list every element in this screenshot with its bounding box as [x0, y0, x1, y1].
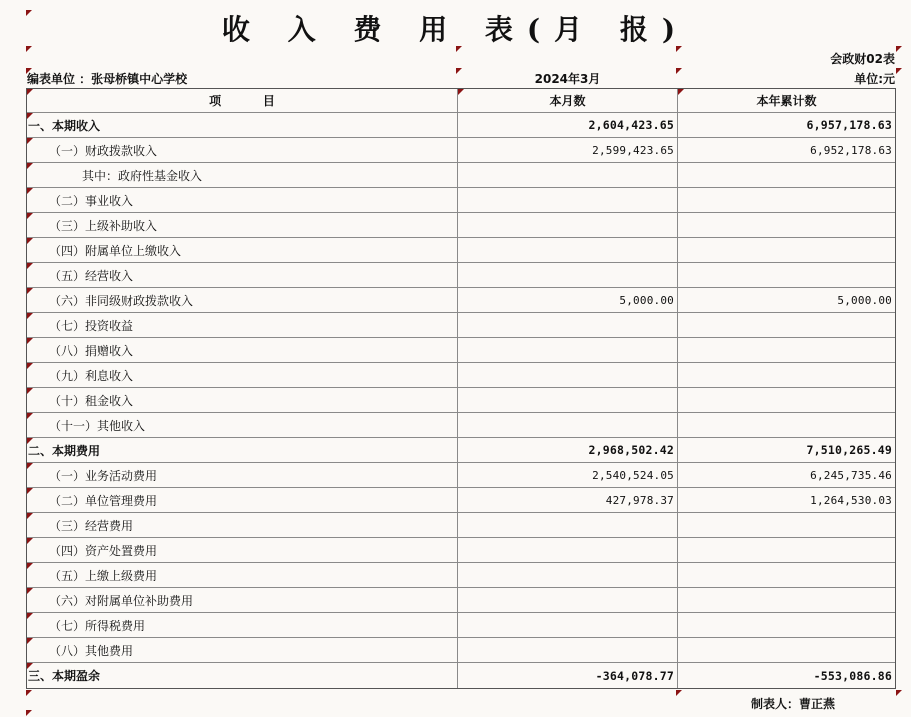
ytd-amount-cell[interactable]: [678, 463, 895, 487]
ytd-amount: 1,264,530.03: [810, 493, 892, 507]
row-label-cell[interactable]: [27, 138, 458, 162]
table-row: [27, 113, 895, 138]
comment-marker[interactable]: [27, 638, 33, 644]
ytd-amount-cell[interactable]: [678, 138, 895, 162]
header-cell-item[interactable]: [27, 89, 458, 112]
row-label: （五）经营收入: [49, 268, 134, 283]
table-row: [27, 213, 895, 238]
ytd-amount-cell[interactable]: [678, 313, 895, 337]
row-label: 二、本期费用: [28, 443, 101, 458]
table-body: [27, 113, 895, 688]
ytd-amount-cell[interactable]: [678, 263, 895, 287]
ytd-amount-cell[interactable]: [678, 363, 895, 387]
comment-marker[interactable]: [678, 89, 684, 95]
row-label: （七）投资收益: [49, 318, 134, 333]
ytd-amount-cell[interactable]: [678, 188, 895, 212]
form-code: 会政财02表: [830, 52, 895, 66]
row-label-cell[interactable]: [27, 263, 458, 287]
comment-marker[interactable]: [27, 538, 33, 544]
row-label: （二）单位管理费用: [49, 493, 158, 508]
comment-marker[interactable]: [27, 113, 33, 119]
comment-marker[interactable]: [27, 163, 33, 169]
comment-marker[interactable]: [26, 10, 32, 16]
comment-marker[interactable]: [26, 710, 32, 716]
ytd-amount: -553,086.86: [813, 668, 892, 683]
row-label: 一、本期收入: [28, 118, 101, 133]
comment-marker[interactable]: [27, 488, 33, 494]
comment-marker[interactable]: [26, 46, 32, 52]
row-label-cell[interactable]: [27, 188, 458, 212]
month-amount: 427,978.37: [605, 493, 674, 507]
comment-marker[interactable]: [27, 313, 33, 319]
row-label: （九）利息收入: [49, 368, 134, 383]
month-amount-cell[interactable]: [458, 163, 678, 187]
comment-marker[interactable]: [27, 188, 33, 194]
ytd-amount-cell[interactable]: [678, 413, 895, 437]
month-amount-cell[interactable]: [458, 388, 678, 412]
month-amount-cell[interactable]: [458, 188, 678, 212]
ytd-amount-cell[interactable]: [678, 613, 895, 637]
row-label: （六）非同级财政拨款收入: [49, 293, 194, 308]
comment-marker[interactable]: [27, 388, 33, 394]
ytd-amount: 6,245,735.46: [810, 468, 892, 482]
ytd-amount-cell[interactable]: [678, 663, 895, 688]
ytd-amount-cell[interactable]: [678, 438, 895, 462]
row-label: （四）资产处置费用: [49, 543, 158, 558]
table-row: [27, 488, 895, 513]
report-title: 收 入 费 用 表(月 报): [221, 13, 690, 46]
row-label-cell[interactable]: [27, 163, 458, 187]
month-amount-cell[interactable]: [458, 113, 678, 137]
ytd-amount-cell[interactable]: [678, 163, 895, 187]
ytd-amount: 5,000.00: [837, 293, 892, 307]
row-label-cell[interactable]: [27, 663, 458, 688]
month-amount-cell[interactable]: [458, 438, 678, 462]
ytd-amount-cell[interactable]: [678, 338, 895, 362]
row-label-cell[interactable]: [27, 313, 458, 337]
table-row: [27, 538, 895, 563]
row-label-cell[interactable]: [27, 338, 458, 362]
comment-marker[interactable]: [676, 68, 682, 74]
comment-marker[interactable]: [458, 89, 464, 95]
month-amount: 2,540,524.05: [592, 468, 674, 482]
row-label-cell[interactable]: [27, 363, 458, 387]
table-row: [27, 638, 895, 663]
month-amount-cell[interactable]: [458, 488, 678, 512]
comment-marker[interactable]: [27, 338, 33, 344]
row-label-cell[interactable]: [27, 213, 458, 237]
income-expense-table: [26, 88, 896, 689]
ytd-amount: 6,957,178.63: [806, 118, 892, 132]
month-amount: 2,968,502.42: [588, 443, 674, 457]
month-amount: -364,078.77: [595, 668, 674, 683]
report-period: 2024年3月: [534, 72, 601, 86]
month-amount: 5,000.00: [619, 293, 674, 307]
ytd-amount-cell[interactable]: [678, 388, 895, 412]
comment-marker[interactable]: [27, 288, 33, 294]
header-month-label: 本月数: [549, 94, 586, 108]
row-label-cell[interactable]: [27, 413, 458, 437]
table-row: [27, 163, 895, 188]
month-amount-cell[interactable]: [458, 513, 678, 537]
table-row: [27, 438, 895, 463]
row-label: （三）经营费用: [49, 518, 134, 533]
row-label: （一）业务活动费用: [49, 468, 158, 483]
table-header-row: [27, 89, 895, 113]
row-label: （七）所得税费用: [49, 618, 146, 633]
month-amount-cell[interactable]: [458, 613, 678, 637]
month-amount-cell[interactable]: [458, 263, 678, 287]
table-row: [27, 613, 895, 638]
row-label: （八）其他费用: [49, 643, 134, 658]
table-row: [27, 138, 895, 163]
comment-marker[interactable]: [27, 413, 33, 419]
table-row: [27, 588, 895, 613]
comment-marker[interactable]: [456, 68, 462, 74]
month-amount-cell[interactable]: [458, 363, 678, 387]
row-label: 三、本期盈余: [28, 669, 101, 683]
month-amount-cell[interactable]: [458, 338, 678, 362]
comment-marker[interactable]: [27, 263, 33, 269]
comment-marker[interactable]: [676, 46, 682, 52]
comment-marker[interactable]: [27, 563, 33, 569]
comment-marker[interactable]: [27, 213, 33, 219]
comment-marker[interactable]: [27, 588, 33, 594]
table-row: [27, 338, 895, 363]
header-ytd-label: 本年累计数: [756, 94, 817, 108]
row-label-cell[interactable]: [27, 513, 458, 537]
comment-marker[interactable]: [27, 238, 33, 244]
ytd-amount-cell[interactable]: [678, 488, 895, 512]
table-row: [27, 413, 895, 438]
row-label: （三）上级补助收入: [49, 218, 158, 233]
comment-marker[interactable]: [27, 663, 33, 669]
month-amount-cell[interactable]: [458, 538, 678, 562]
comment-marker[interactable]: [27, 613, 33, 619]
month-amount-cell[interactable]: [458, 288, 678, 312]
month-amount-cell[interactable]: [458, 563, 678, 587]
comment-marker[interactable]: [27, 513, 33, 519]
comment-marker[interactable]: [27, 363, 33, 369]
comment-marker[interactable]: [676, 690, 682, 696]
ytd-amount-cell[interactable]: [678, 513, 895, 537]
table-row: [27, 363, 895, 388]
ytd-amount-cell[interactable]: [678, 538, 895, 562]
month-amount-cell[interactable]: [458, 138, 678, 162]
table-row: [27, 563, 895, 588]
ytd-amount-cell[interactable]: [678, 238, 895, 262]
row-label: 其中：政府性基金收入: [82, 168, 203, 183]
table-row: [27, 388, 895, 413]
ytd-amount: 6,952,178.63: [810, 143, 892, 157]
preparer: 制表人：曹正燕: [750, 697, 835, 711]
row-label: （五）上缴上级费用: [49, 568, 158, 583]
table-row: [27, 238, 895, 263]
table-row: [27, 313, 895, 338]
month-amount-cell[interactable]: [458, 313, 678, 337]
comment-marker[interactable]: [26, 690, 32, 696]
row-label: （八）捐赠收入: [49, 343, 134, 358]
row-label-cell[interactable]: [27, 463, 458, 487]
comment-marker[interactable]: [456, 46, 462, 52]
ytd-amount-cell[interactable]: [678, 563, 895, 587]
month-amount: 2,604,423.65: [588, 118, 674, 132]
row-label-cell[interactable]: [27, 388, 458, 412]
reporting-unit: 编表单位 ：张母桥镇中心学校: [27, 72, 188, 86]
header-cell-month[interactable]: [458, 89, 678, 112]
month-amount-cell[interactable]: [458, 213, 678, 237]
ytd-amount-cell[interactable]: [678, 213, 895, 237]
ytd-amount-cell[interactable]: [678, 638, 895, 662]
table-row: [27, 663, 895, 688]
comment-marker[interactable]: [896, 690, 902, 696]
ytd-amount-cell[interactable]: [678, 288, 895, 312]
month-amount-cell[interactable]: [458, 238, 678, 262]
comment-marker[interactable]: [27, 463, 33, 469]
row-label-cell[interactable]: [27, 488, 458, 512]
table-row: [27, 513, 895, 538]
month-amount-cell[interactable]: [458, 413, 678, 437]
row-label: （二）事业收入: [49, 193, 134, 208]
currency-unit: 单位:元: [854, 72, 895, 86]
comment-marker[interactable]: [896, 46, 902, 52]
comment-marker[interactable]: [896, 68, 902, 74]
month-amount-cell[interactable]: [458, 663, 678, 688]
month-amount-cell[interactable]: [458, 638, 678, 662]
header-cell-ytd[interactable]: [678, 89, 895, 112]
row-label-cell[interactable]: [27, 238, 458, 262]
table-row: [27, 463, 895, 488]
row-label-cell[interactable]: [27, 438, 458, 462]
row-label: （十）租金收入: [49, 393, 134, 408]
month-amount-cell[interactable]: [458, 588, 678, 612]
table-row: [27, 288, 895, 313]
ytd-amount: 7,510,265.49: [806, 443, 892, 457]
comment-marker[interactable]: [26, 68, 32, 74]
comment-marker[interactable]: [27, 138, 33, 144]
row-label-cell[interactable]: [27, 538, 458, 562]
row-label-cell[interactable]: [27, 288, 458, 312]
row-label-cell[interactable]: [27, 563, 458, 587]
table-row: [27, 263, 895, 288]
month-amount-cell[interactable]: [458, 463, 678, 487]
comment-marker[interactable]: [27, 438, 33, 444]
row-label: （十一）其他收入: [49, 418, 146, 433]
ytd-amount-cell[interactable]: [678, 588, 895, 612]
comment-marker[interactable]: [27, 89, 33, 95]
ytd-amount-cell[interactable]: [678, 113, 895, 137]
row-label-cell[interactable]: [27, 638, 458, 662]
row-label: （四）附属单位上缴收入: [49, 243, 182, 258]
row-label-cell[interactable]: [27, 613, 458, 637]
month-amount: 2,599,423.65: [592, 143, 674, 157]
table-row: [27, 188, 895, 213]
row-label-cell[interactable]: [27, 113, 458, 137]
row-label-cell[interactable]: [27, 588, 458, 612]
header-item-label: 项 目: [209, 94, 275, 108]
row-label: （一）财政拨款收入: [49, 143, 158, 158]
row-label: （六）对附属单位补助费用: [49, 593, 194, 608]
